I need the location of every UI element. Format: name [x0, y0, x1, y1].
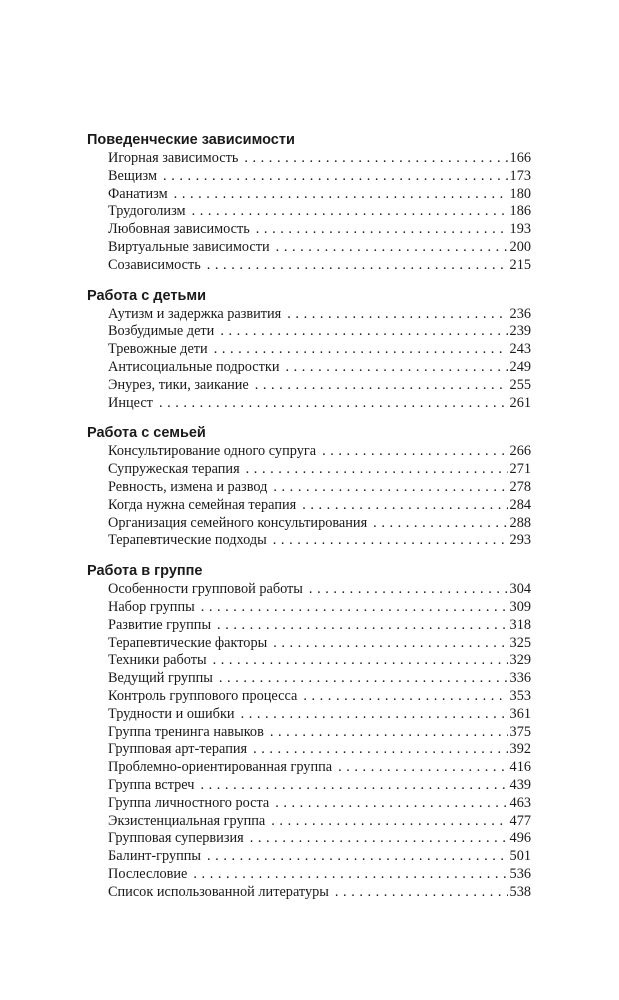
entry-title: Группа встреч — [108, 776, 195, 793]
dot-leader — [273, 635, 507, 653]
entry-title: Экзистенциальная группа — [108, 812, 266, 829]
toc-entry — [108, 239, 531, 257]
toc-entry — [108, 532, 531, 550]
entry-page-number: 536 — [509, 865, 531, 882]
dot-leader — [338, 759, 507, 777]
entry-page-number: 336 — [509, 670, 531, 687]
entry-title: Группа личностного роста — [108, 794, 270, 811]
entry-title: Фанатизм — [108, 185, 168, 202]
dot-leader — [163, 168, 508, 186]
dot-leader — [302, 497, 507, 515]
dot-leader — [214, 341, 508, 359]
entry-page-number: 166 — [509, 150, 531, 166]
section-title: Работа с семьей — [87, 425, 206, 442]
dot-leader — [213, 652, 508, 670]
toc-entry — [108, 186, 531, 204]
entry-page-number: 193 — [509, 221, 531, 238]
dot-leader — [159, 395, 508, 413]
dot-leader — [303, 688, 507, 706]
dot-leader — [309, 581, 508, 599]
toc-entry — [108, 795, 531, 813]
entry-page-number: 496 — [509, 830, 531, 847]
entry-title: Виртуальные зависимости — [108, 238, 270, 255]
toc-entry — [108, 257, 531, 275]
entry-page-number: 255 — [509, 376, 531, 393]
dot-leader — [244, 150, 507, 168]
entry-title: Групповая супервизия — [108, 830, 244, 847]
entry-page-number: 439 — [509, 776, 531, 793]
toc-entry — [108, 323, 531, 341]
toc-entry — [108, 652, 531, 670]
entry-page-number: 325 — [509, 634, 531, 651]
dot-leader — [270, 724, 508, 742]
dot-leader — [256, 221, 508, 239]
toc-entry — [108, 377, 531, 395]
entry-title: Трудности и ошибки — [108, 705, 235, 722]
dot-leader — [273, 532, 508, 550]
dot-leader — [271, 813, 507, 831]
toc-entry — [108, 479, 531, 497]
entry-title: Энурез, тики, заикание — [108, 376, 249, 393]
entry-title: Тревожные дети — [108, 341, 208, 358]
entry-title: Организация семейного консультирования — [108, 514, 368, 531]
entry-title: Список использованной литературы — [108, 883, 329, 900]
toc-entry — [108, 515, 531, 533]
entry-title: Групповая арт-терапия — [108, 741, 248, 758]
toc-entry — [108, 341, 531, 359]
entry-page-number: 186 — [509, 203, 531, 220]
toc-entry — [108, 395, 531, 413]
toc-entry — [108, 168, 531, 186]
dot-leader — [201, 599, 508, 617]
entry-page-number: 477 — [509, 812, 531, 829]
entry-title: Когда нужна семейная терапия — [108, 496, 297, 513]
entry-title: Ревность, измена и развод — [108, 478, 268, 495]
entry-page-number: 180 — [509, 185, 531, 202]
entry-page-number: 318 — [509, 616, 531, 633]
section-title: Поведенческие зависимости — [87, 132, 295, 148]
entry-page-number: 266 — [509, 443, 531, 460]
entry-page-number: 304 — [509, 581, 531, 598]
entry-title: Супружеская терапия — [108, 461, 240, 478]
toc-entry — [108, 599, 531, 617]
entry-page-number: 271 — [509, 461, 531, 478]
entry-title: Развитие группы — [108, 616, 212, 633]
toc-entry — [108, 497, 531, 515]
dot-leader — [220, 323, 507, 341]
entry-title: Проблемно-ориентированная группа — [108, 759, 333, 776]
toc-entry — [108, 777, 531, 795]
entry-title: Аутизм и задержка развития — [108, 305, 282, 322]
dot-leader — [255, 377, 508, 395]
toc-entry — [108, 617, 531, 635]
entry-page-number: 200 — [509, 238, 531, 255]
toc-entry — [108, 581, 531, 599]
entry-title: Набор группы — [108, 598, 195, 615]
toc-section — [87, 561, 531, 901]
dot-leader — [250, 830, 508, 848]
entry-title: Группа тренинга навыков — [108, 723, 264, 740]
entry-title: Балинт-группы — [108, 848, 202, 865]
dot-leader — [335, 884, 508, 902]
dot-leader — [287, 306, 507, 324]
toc-entry — [108, 884, 531, 902]
section-title: Работа в группе — [87, 563, 203, 580]
dot-leader — [174, 186, 508, 204]
entry-page-number: 288 — [509, 514, 531, 531]
entry-page-number: 353 — [509, 687, 531, 704]
entry-page-number: 278 — [509, 478, 531, 495]
entry-page-number: 215 — [509, 256, 531, 273]
toc-entry — [108, 866, 531, 884]
toc-entry — [108, 150, 531, 168]
dot-leader — [273, 479, 507, 497]
entry-title: Созависимость — [108, 256, 201, 273]
toc-entry — [108, 443, 531, 461]
toc-entry — [108, 688, 531, 706]
entry-page-number: 392 — [509, 741, 531, 758]
dot-leader — [200, 777, 507, 795]
toc-section — [87, 286, 531, 413]
dot-leader — [193, 866, 507, 884]
toc-entry — [108, 670, 531, 688]
entry-title: Антисоциальные подростки — [108, 358, 280, 375]
entry-page-number: 361 — [509, 705, 531, 722]
toc-entry — [108, 635, 531, 653]
dot-leader — [207, 848, 508, 866]
entry-title: Терапевтические подходы — [108, 532, 267, 549]
entry-title: Вещизм — [108, 167, 158, 184]
dot-leader — [207, 257, 508, 275]
toc-entry — [108, 813, 531, 831]
entry-page-number: 329 — [509, 652, 531, 669]
entry-title: Техники работы — [108, 652, 207, 669]
toc-entry — [108, 221, 531, 239]
section-title: Работа с детьми — [87, 287, 207, 304]
toc-entry — [108, 830, 531, 848]
toc-entry — [108, 848, 531, 866]
entry-title: Особенности групповой работы — [108, 581, 303, 598]
entry-page-number: 416 — [509, 759, 531, 776]
entry-title: Послесловие — [108, 865, 188, 882]
dot-leader — [219, 670, 508, 688]
toc-entry — [108, 306, 531, 324]
toc-entry — [108, 359, 531, 377]
entry-page-number: 236 — [509, 305, 531, 322]
entry-page-number: 239 — [509, 323, 531, 340]
entry-title: Любовная зависимость — [108, 221, 250, 238]
toc-section — [87, 130, 531, 275]
dot-leader — [217, 617, 508, 635]
dot-leader — [246, 461, 508, 479]
toc-entry — [108, 759, 531, 777]
entry-page-number: 463 — [509, 794, 531, 811]
table-of-contents — [87, 130, 531, 912]
entry-page-number: 309 — [509, 598, 531, 615]
entry-title: Консультирование одного супруга — [108, 443, 317, 460]
dot-leader — [275, 795, 507, 813]
entry-page-number: 538 — [509, 883, 531, 900]
dot-leader — [285, 359, 507, 377]
toc-entry — [108, 741, 531, 759]
toc-entry — [108, 706, 531, 724]
entry-page-number: 243 — [509, 341, 531, 358]
toc-section — [87, 423, 531, 550]
entry-page-number: 173 — [509, 167, 531, 184]
toc-entry — [108, 461, 531, 479]
entry-title: Ведущий группы — [108, 670, 213, 687]
dot-leader — [276, 239, 508, 257]
entry-title: Возбудимые дети — [108, 323, 215, 340]
entry-title: Контроль группового процесса — [108, 687, 298, 704]
entry-page-number: 249 — [509, 358, 531, 375]
dot-leader — [253, 741, 507, 759]
entry-page-number: 261 — [509, 394, 531, 411]
dot-leader — [373, 515, 507, 533]
dot-leader — [241, 706, 508, 724]
entry-page-number: 501 — [509, 848, 531, 865]
entry-page-number: 375 — [509, 723, 531, 740]
dot-leader — [322, 443, 507, 461]
entry-title: Игорная зависимость — [108, 150, 239, 166]
entry-page-number: 293 — [509, 532, 531, 549]
toc-entry — [108, 203, 531, 221]
dot-leader — [192, 203, 508, 221]
entry-page-number: 284 — [509, 496, 531, 513]
toc-entry — [108, 724, 531, 742]
entry-title: Терапевтические факторы — [108, 634, 268, 651]
entry-title: Трудоголизм — [108, 203, 186, 220]
entry-title: Инцест — [108, 394, 153, 411]
